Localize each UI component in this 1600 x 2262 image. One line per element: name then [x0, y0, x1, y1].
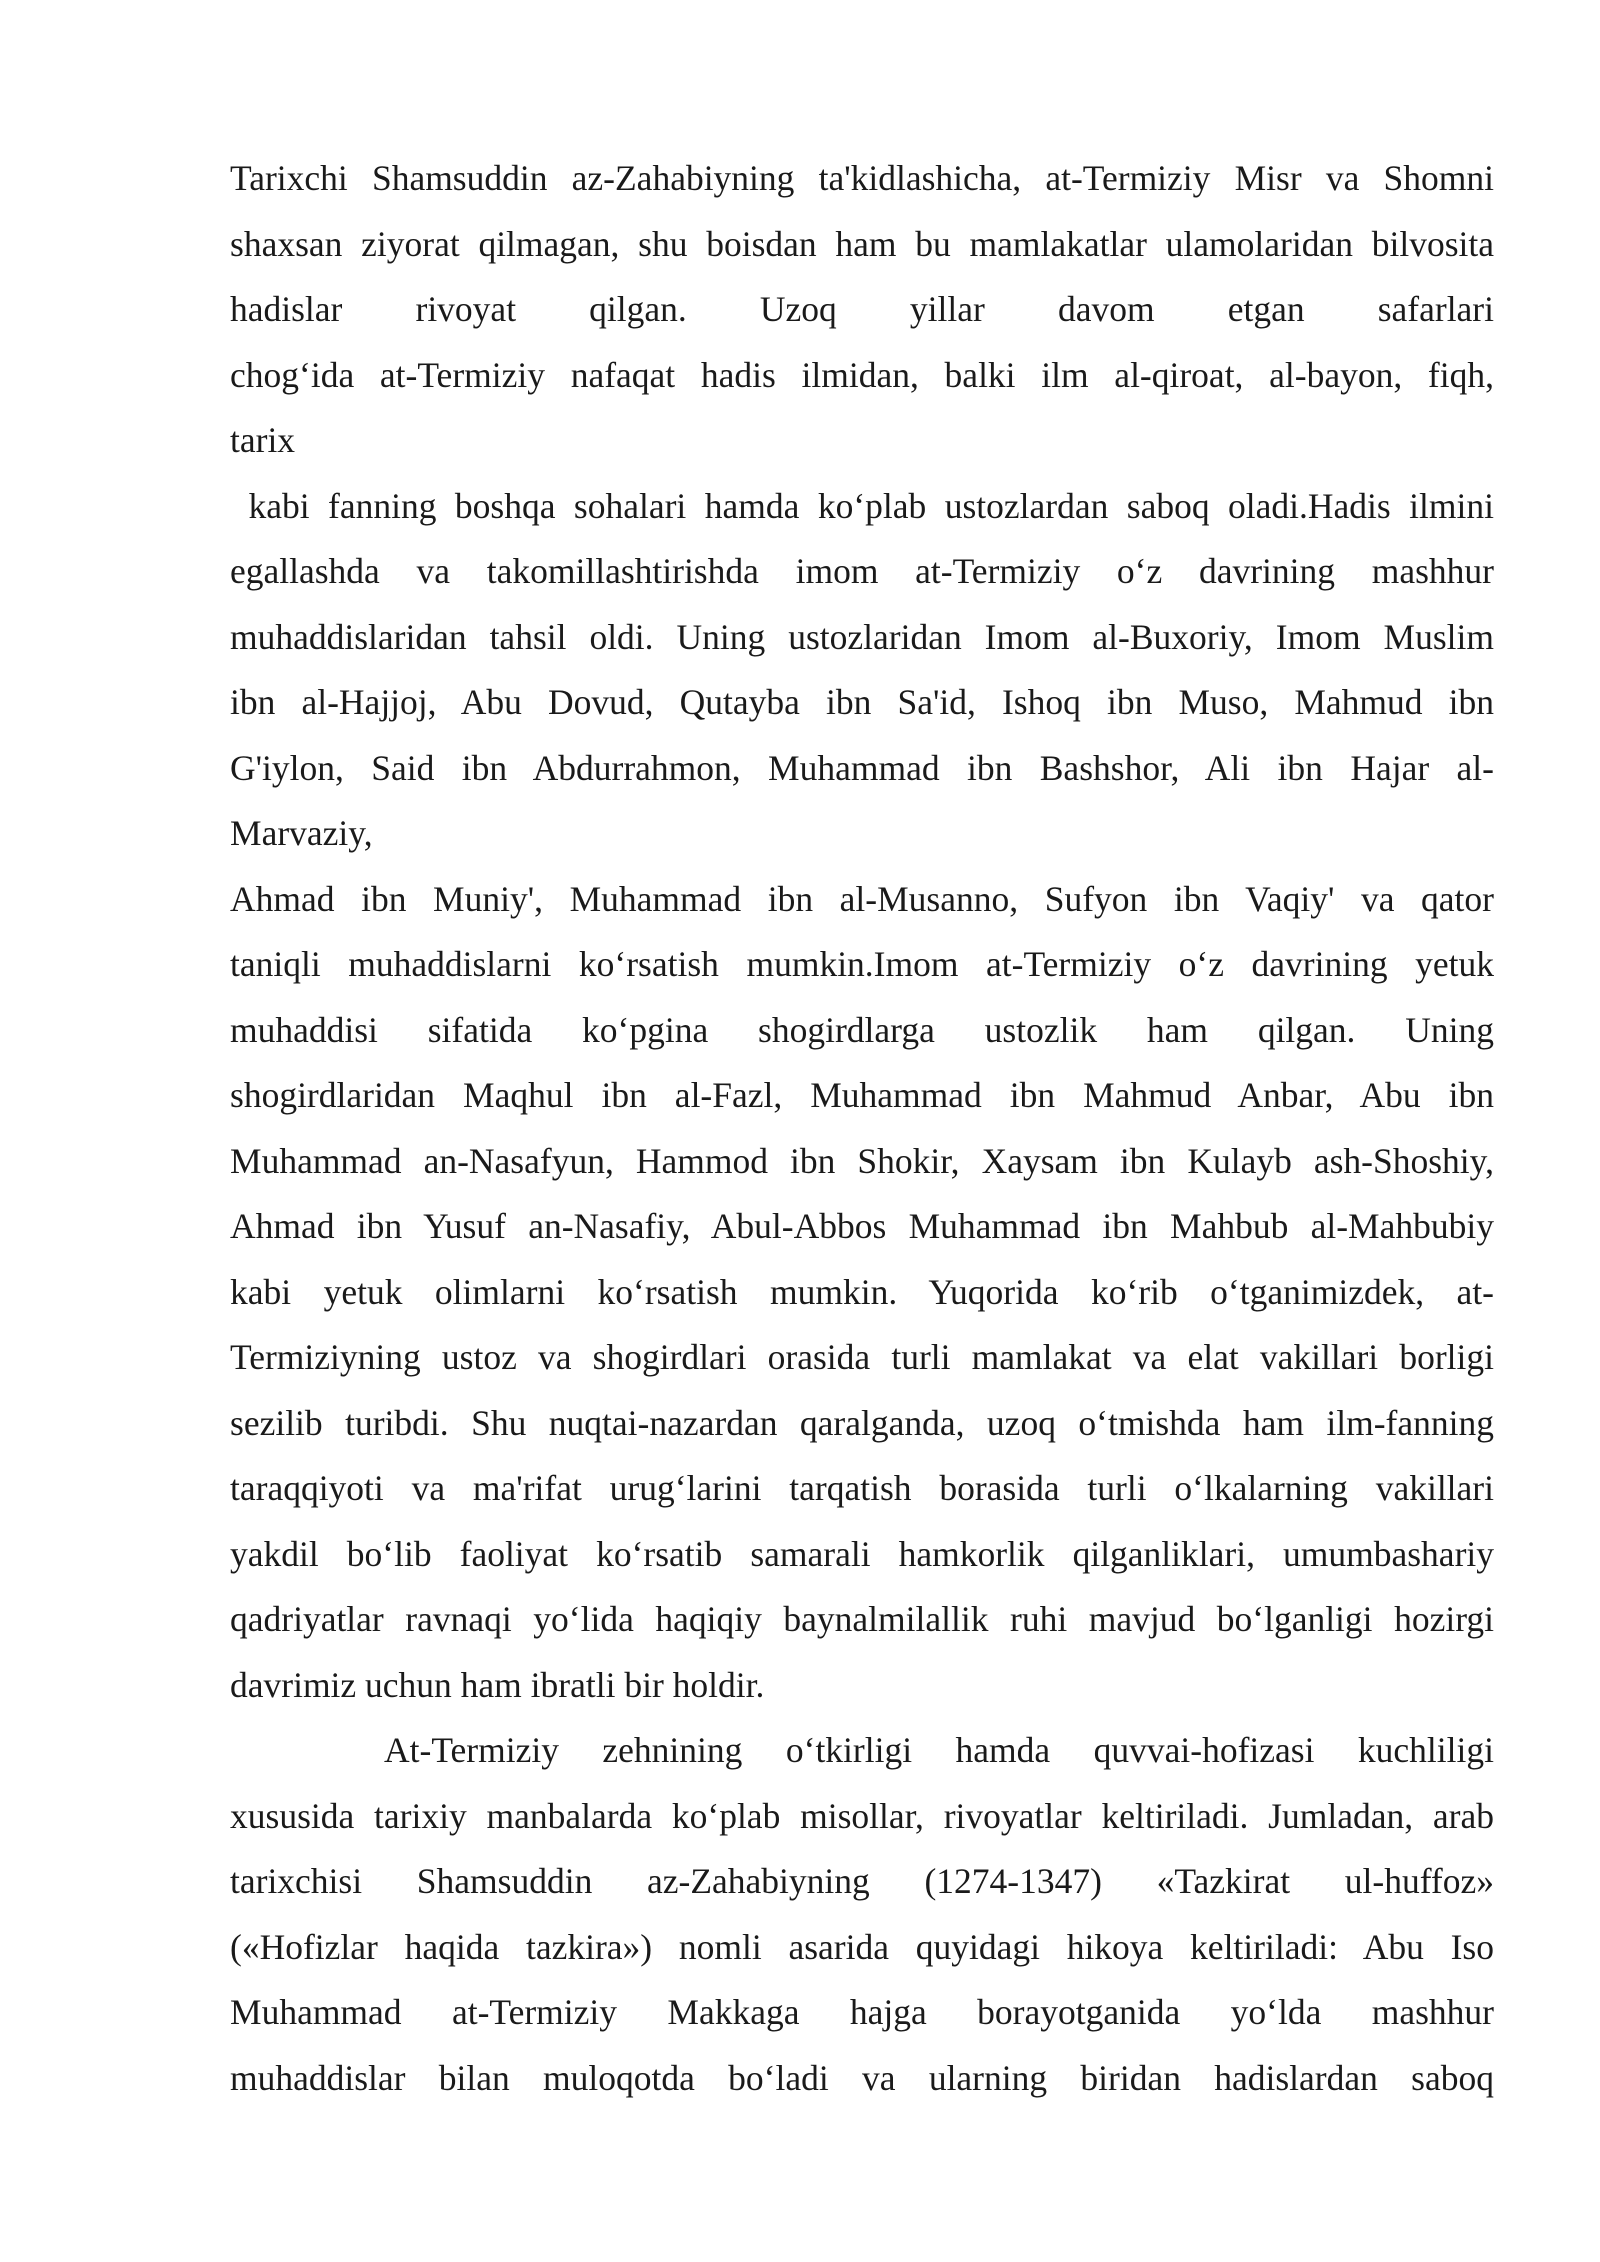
- text-line: shaxsan ziyorat qilmagan, shu boisdan ham bu mamlakatlar ulamolaridan bilvosita: [230, 223, 1494, 264]
- text-line: taraqqiyoti va ma'rifat urug‘larini tarqatish borasida turli o‘lkalarning vakillari: [230, 1468, 1494, 1508]
- text-line: Muhammad an-Nasafyun, Hammod ibn Shokir, Xaysam ibn Kulayb ash-Shoshiy,: [230, 1140, 1494, 1181]
- text-line: yakdil bo‘lib faoliyat ko‘rsatib samarali hamkorlik qilganliklari, umumbashariy: [230, 1533, 1494, 1574]
- text-line: xususida tarixiy manbalarda ko‘plab misollar, rivoyatlar keltiriladi. Jumladan, arab: [230, 1795, 1494, 1836]
- text-line: Marvaziy,: [230, 813, 373, 853]
- text-line: chog‘ida at-Termiziy nafaqat hadis ilmidan, balki ilm al-qiroat, al-bayon, fiqh,: [230, 354, 1494, 395]
- text-line: kabi yetuk olimlarni ko‘rsatish mumkin. Yuqorida ko‘rib o‘tganimizdek, at-: [230, 1271, 1494, 1312]
- text-line: taniqli muhaddislarni ko‘rsatish mumkin.Imom at-Termiziy o‘z davrining yetuk: [230, 944, 1494, 984]
- text-line: sezilib turibdi. Shu nuqtai-nazardan qaralganda, uzoq o‘tmishda ham ilm-fanning: [230, 1402, 1494, 1443]
- text-line: Ahmad ibn Muniy', Muhammad ibn al-Musanno, Sufyon ibn Vaqiy' va qator: [230, 878, 1494, 919]
- text-line: muhaddislar bilan muloqotda bo‘ladi va ularning biridan hadislardan saboq: [230, 2057, 1494, 2098]
- text-line: ibn al-Hajjoj, Abu Dovud, Qutayba ibn Sa'id, Ishoq ibn Muso, Mahmud ibn: [230, 682, 1494, 722]
- text-line: muhaddislaridan tahsil oldi. Uning ustozlaridan Imom al-Buxoriy, Imom Muslim: [230, 616, 1494, 657]
- body-text: [230, 146, 1494, 2111]
- text-line: Termiziyning ustoz va shogirdlari orasida turli mamlakat va elat vakillari borligi: [230, 1337, 1494, 1377]
- text-line: shogirdlaridan Maqhul ibn al-Fazl, Muhammad ibn Mahmud Anbar, Abu ibn: [230, 1075, 1494, 1115]
- text-line: muhaddisi sifatida ko‘pgina shogirdlarga ustozlik ham qilgan. Uning: [230, 1009, 1494, 1050]
- text-line: hadislar rivoyat qilgan. Uzoq yillar davom etgan safarlari: [230, 289, 1494, 329]
- text-line: Muhammad at-Termiziy Makkaga hajga borayotganida yo‘lda mashhur: [230, 1992, 1494, 2032]
- text-line: Ahmad ibn Yusuf an-Nasafiy, Abul-Abbos Muhammad ibn Mahbub al-Mahbubiy: [230, 1206, 1494, 1246]
- text-line: («Hofizlar haqida tazkira») nomli asarida quyidagi hikoya keltiriladi: Abu Iso: [230, 1926, 1494, 1967]
- text-line: Tarixchi Shamsuddin az-Zahabiyning ta'kidlashicha, at-Termiziy Misr va Shomni: [230, 158, 1494, 198]
- text-line: G'iylon, Said ibn Abdurrahmon, Muhammad ibn Bashshor, Ali ibn Hajar al-: [230, 747, 1494, 788]
- text-line-indented: At-Termiziy zehnining o‘tkirligi hamda quvvai-hofizasi kuchliligi: [384, 1730, 1494, 1770]
- text-line: egallashda va takomillashtirishda imom at-Termiziy o‘z davrining mashhur: [230, 551, 1494, 591]
- text-line: tarixchisi Shamsuddin az-Zahabiyning (1274-1347) «Tazkirat ul-huffoz»: [230, 1861, 1494, 1901]
- text-line: qadriyatlar ravnaqi yo‘lida haqiqiy baynalmilallik ruhi mavjud bo‘lganligi hozirgi: [230, 1599, 1494, 1639]
- text-line: tarix: [230, 420, 296, 460]
- text-line: davrimiz uchun ham ibratli bir holdir.: [230, 1664, 765, 1705]
- text-line: kabi fanning boshqa sohalari hamda ko‘plab ustozlardan saboq oladi.Hadis ilmini: [230, 485, 1494, 526]
